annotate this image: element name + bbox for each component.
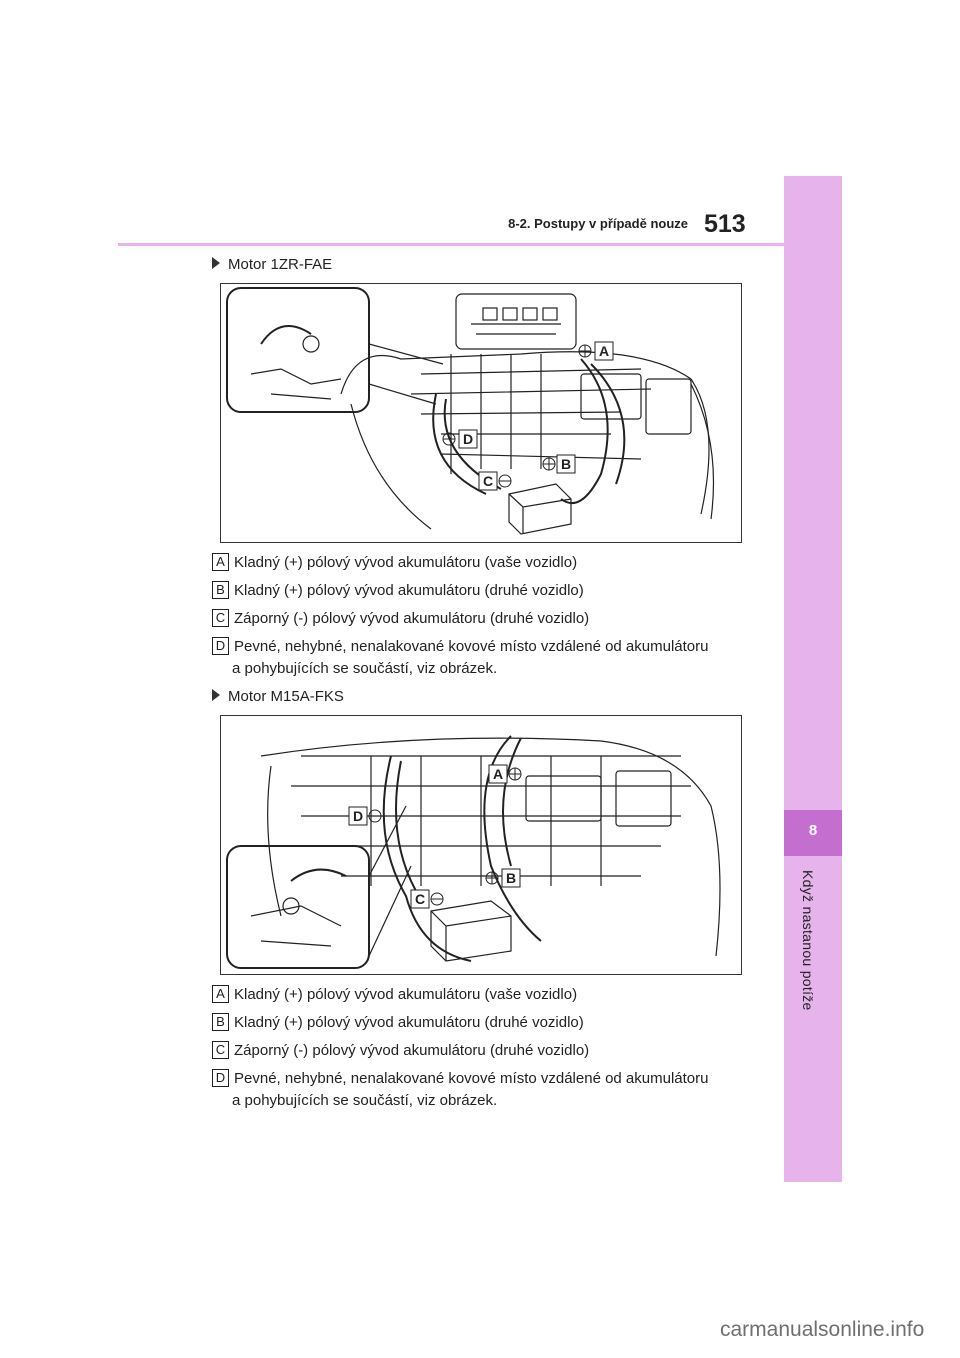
chapter-number: 8 [808,822,818,839]
legend-badge: C [212,609,229,627]
legend-badge: D [212,1069,229,1087]
legend-text-continued: a pohybujících se součástí, viz obrázek. [232,660,498,677]
callout-d: D [463,431,474,447]
callout-b: B [506,870,517,886]
page-number: 513 [704,210,746,238]
legend-item-a [212,552,752,574]
callout-b: B [561,456,572,472]
triangle-bullet-icon [212,689,220,701]
legend-badge: A [212,553,229,571]
callout-c: C [415,891,426,907]
legend-badge: B [212,1013,229,1031]
triangle-bullet-icon [212,257,220,269]
legend-badge: A [212,985,229,1003]
legend-text: Pevné, nehybné, nenalakované kovové místo vzdálené od akumulátoru [234,638,709,655]
chapter-side-tab [784,176,842,1182]
legend-text: Kladný (+) pólový vývod akumulátoru (druhé vozidlo) [234,582,584,599]
legend-text-continued: a pohybujících se součástí, viz obrázek. [232,1092,498,1109]
subheading-m15a-fks [212,688,344,705]
legend-text: Kladný (+) pólový vývod akumulátoru (vaše vozidlo) [234,554,578,571]
legend-item-d [212,1068,752,1112]
legend-item-a [212,984,752,1006]
legend-badge: C [212,1041,229,1059]
legend-text: Pevné, nehybné, nenalakované kovové místo vzdálené od akumulátoru [234,1070,709,1087]
callout-d: D [353,808,364,824]
engine-figure-m15a-fks [220,715,742,975]
callout-a: A [493,766,504,782]
legend-badge: D [212,637,229,655]
callout-a: A [599,343,610,359]
engine-bay-illustration [221,284,741,542]
callout-c: C [483,473,494,489]
legend-item-d [212,636,752,680]
section-title: 8-2. Postupy v případě nouze [508,216,688,231]
legend-item-c [212,1040,752,1062]
engine-bay-illustration [221,716,741,974]
legend-badge: B [212,581,229,599]
subheading-text: Motor 1ZR-FAE [228,256,333,273]
legend-text: Záporný (-) pólový vývod akumulátoru (druhé vozidlo) [234,1042,590,1059]
legend-text: Kladný (+) pólový vývod akumulátoru (druhé vozidlo) [234,1014,584,1031]
legend-text: Kladný (+) pólový vývod akumulátoru (vaše vozidlo) [234,986,578,1003]
legend-item-c [212,608,752,630]
engine-figure-1zr-fae [220,283,742,543]
legend-item-b [212,580,752,602]
watermark[interactable]: carmanualsonline.info [720,1318,925,1341]
subheading-text: Motor M15A-FKS [228,688,344,705]
legend-text: Záporný (-) pólový vývod akumulátoru (druhé vozidlo) [234,610,590,627]
header-rule [118,243,784,246]
subheading-1zr-fae [212,256,332,273]
legend-item-b [212,1012,752,1034]
chapter-title: Když nastanou potíže [800,870,816,1011]
